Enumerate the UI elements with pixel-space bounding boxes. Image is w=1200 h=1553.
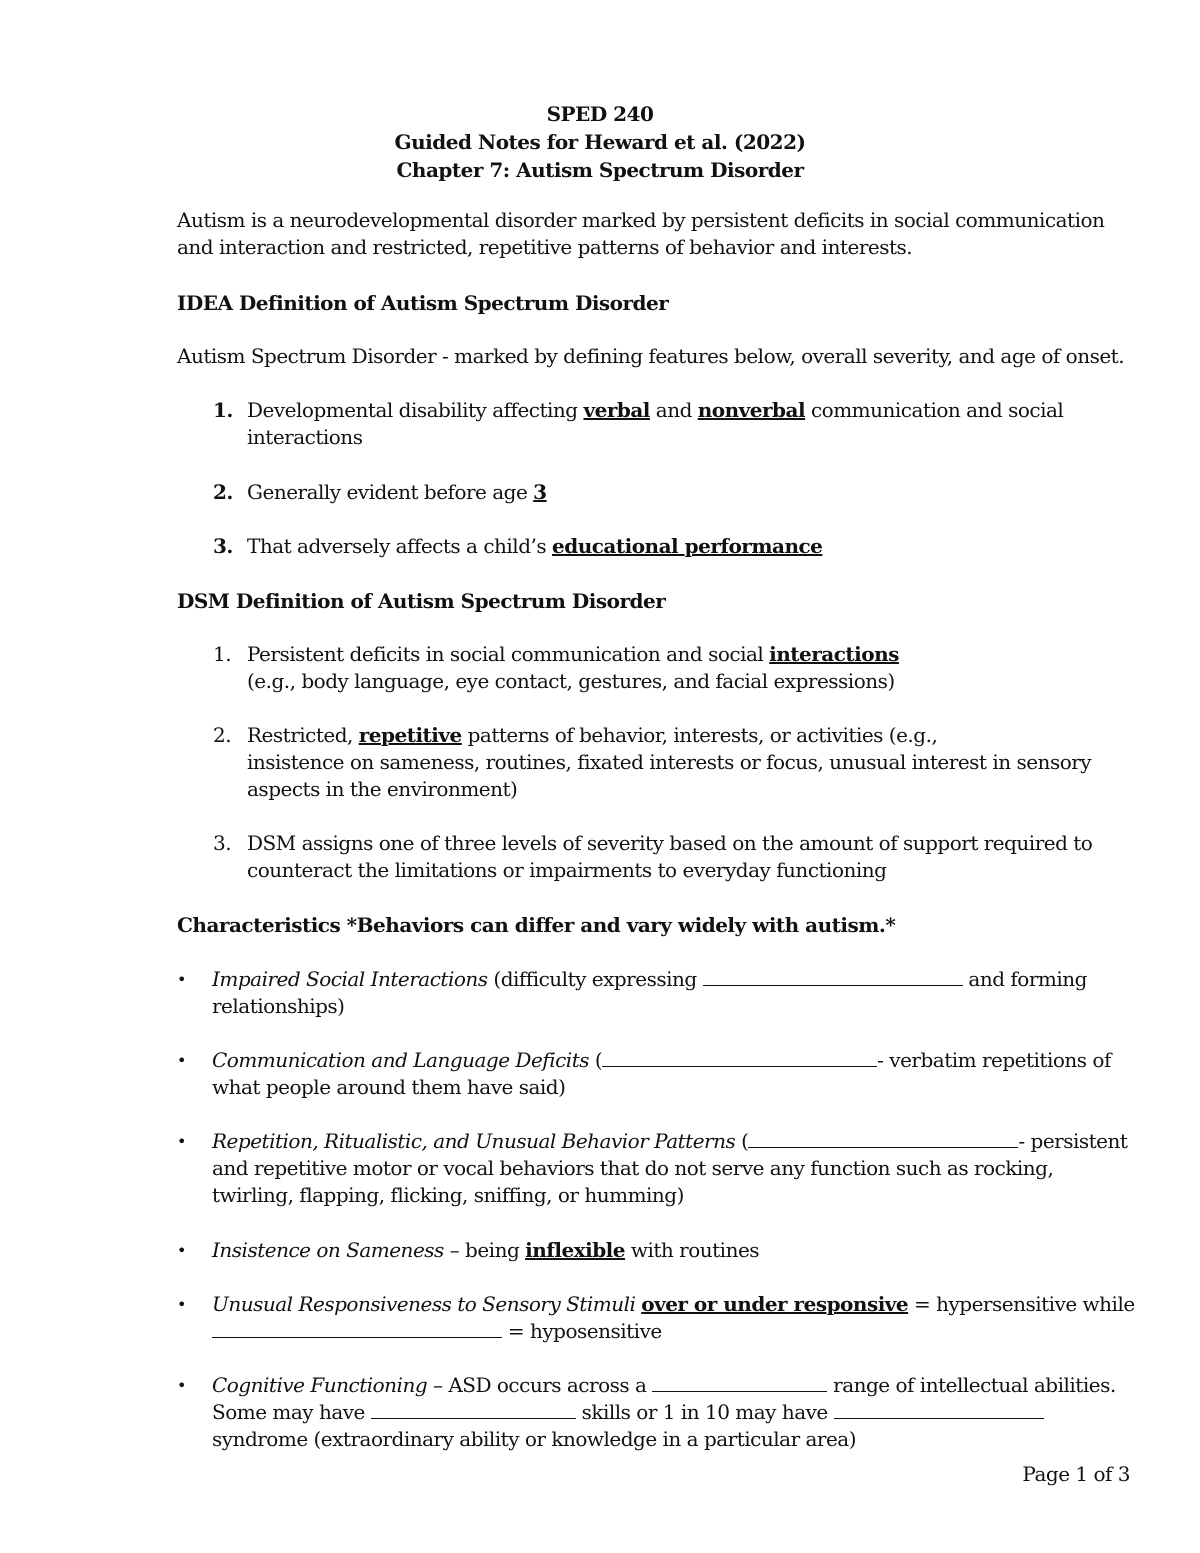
- idea-item-1: [177, 397, 1137, 451]
- bullet-text: [212, 966, 1137, 1020]
- fill-in-blank: [652, 1373, 827, 1392]
- dsm-item-3: [177, 830, 1137, 884]
- item-title: Communication and Language Deficits: [212, 1048, 589, 1072]
- idea-heading: IDEA Definition of Autism Spectrum Disorder: [177, 291, 669, 315]
- text-span: – ASD occurs across a: [427, 1373, 653, 1397]
- fill-in-blank: [834, 1400, 1044, 1419]
- bullet-icon: •: [177, 1295, 186, 1314]
- item-title: Impaired Social Interactions: [212, 967, 488, 991]
- text-span: with routines: [625, 1238, 760, 1262]
- list-number: 1.: [213, 642, 232, 666]
- keyword: over or under responsive: [641, 1292, 909, 1316]
- characteristic-item: [177, 1128, 1137, 1209]
- characteristic-item: [177, 966, 1137, 1020]
- text-span: Developmental disability affecting: [247, 398, 584, 422]
- keyword: repetitive: [358, 723, 462, 747]
- keyword: 3: [533, 480, 547, 504]
- list-item-text: [247, 397, 1137, 451]
- text-span: Persistent deficits in social communication and social: [247, 642, 770, 666]
- bullet-icon: •: [177, 1051, 186, 1070]
- list-item-text: [247, 641, 1137, 695]
- text-span: syndrome (extraordinary ability or knowledge in a particular area): [212, 1427, 857, 1451]
- characteristic-item: [177, 1237, 1137, 1264]
- idea-item-2: [177, 479, 1137, 506]
- dsm-item-1: [177, 641, 1137, 695]
- fill-in-blank: [212, 1319, 502, 1338]
- bullet-text: [212, 1372, 1137, 1453]
- text-span: insistence on sameness, routines, fixated interests or focus, unusual interest in sensory aspects in the environment): [247, 750, 1092, 801]
- item-title: Repetition, Ritualistic, and Unusual Behavior Patterns: [212, 1129, 736, 1153]
- keyword: educational performance: [551, 534, 823, 558]
- bullet-text: [212, 1128, 1137, 1209]
- text-span: (: [735, 1129, 749, 1153]
- text-span: range of intellectual abilities. Some may have: [212, 1373, 1116, 1424]
- keyword: inflexible: [525, 1238, 626, 1262]
- list-item-text: DSM assigns one of three levels of severity based on the amount of support required to counteract the limitations or impairments to everyday functioning: [247, 831, 1093, 882]
- text-span: = hypersensitive while: [908, 1292, 1135, 1316]
- bullet-icon: •: [177, 1376, 186, 1395]
- fill-in-blank: [371, 1400, 576, 1419]
- text-span: Restricted,: [247, 723, 359, 747]
- list-item-text: [247, 533, 1137, 560]
- intro-paragraph: Autism is a neurodevelopmental disorder marked by persistent deficits in social communication and interaction and restricted, repetitive patterns of behavior and interests.: [177, 208, 1105, 259]
- idea-item-3: [177, 533, 1137, 560]
- page-number: Page 1 of 3: [1022, 1462, 1130, 1486]
- list-number: 3.: [213, 534, 233, 558]
- text-span: (difficulty expressing: [487, 967, 703, 991]
- list-number: 2.: [213, 723, 232, 747]
- text-span: and: [649, 398, 698, 422]
- document-subtitle: Guided Notes for Heward et al. (2022): [394, 130, 806, 154]
- list-number: 1.: [213, 398, 233, 422]
- item-title: Unusual Responsiveness to Sensory Stimuli: [212, 1292, 636, 1316]
- text-span: - verbatim repetitions of what people around them have said): [212, 1048, 1111, 1099]
- bullet-icon: •: [177, 970, 186, 989]
- text-span: That adversely affects a child’s: [247, 534, 552, 558]
- dsm-heading: DSM Definition of Autism Spectrum Disorder: [177, 589, 666, 613]
- text-span: Generally evident before age: [247, 480, 534, 504]
- course-code: SPED 240: [546, 102, 654, 126]
- chapter-title: Chapter 7: Autism Spectrum Disorder: [396, 158, 804, 182]
- text-span: (e.g., body language, eye contact, gestures, and facial expressions): [247, 669, 895, 693]
- bullet-text: [212, 1237, 1137, 1264]
- list-number: 3.: [213, 831, 232, 855]
- characteristics-heading: Characteristics *Behaviors can differ and vary widely with autism.*: [177, 913, 896, 937]
- list-item-text: [247, 722, 1137, 803]
- bullet-text: [212, 1047, 1137, 1101]
- bullet-icon: •: [177, 1132, 186, 1151]
- dsm-item-2: [177, 722, 1137, 803]
- text-span: communication and social interactions: [247, 398, 1064, 449]
- list-number: 2.: [213, 480, 233, 504]
- text-span: (: [589, 1048, 603, 1072]
- item-title: Insistence on Sameness: [212, 1238, 444, 1262]
- characteristic-item: [177, 1372, 1137, 1453]
- characteristic-item: [177, 1047, 1137, 1101]
- item-title: Cognitive Functioning: [212, 1373, 428, 1397]
- bullet-icon: •: [177, 1241, 186, 1260]
- keyword: interactions: [769, 642, 899, 666]
- fill-in-blank: [602, 1048, 877, 1067]
- text-span: - persistent and repetitive motor or vocal behaviors that do not serve any function such as rocking, twirling, flapping, flicking, sniffing, or humming): [212, 1129, 1128, 1207]
- text-span: = hyposensitive: [502, 1319, 662, 1343]
- fill-in-blank: [748, 1129, 1018, 1148]
- keyword: nonverbal: [697, 398, 806, 422]
- characteristic-item: [177, 1291, 1137, 1345]
- fill-in-blank: [703, 967, 963, 986]
- document-header: [0, 100, 1200, 184]
- text-span: skills or 1 in 10 may have: [575, 1400, 834, 1424]
- text-span: and forming relationships): [212, 967, 1087, 1018]
- text-span: patterns of behavior, interests, or activities (e.g.,: [461, 723, 938, 747]
- text-span: – being: [443, 1238, 526, 1262]
- list-item-text: [247, 479, 1137, 506]
- idea-lead: Autism Spectrum Disorder - marked by defining features below, overall severity, and age of onset.: [177, 344, 1125, 368]
- bullet-text: [212, 1291, 1137, 1345]
- keyword: verbal: [583, 398, 650, 422]
